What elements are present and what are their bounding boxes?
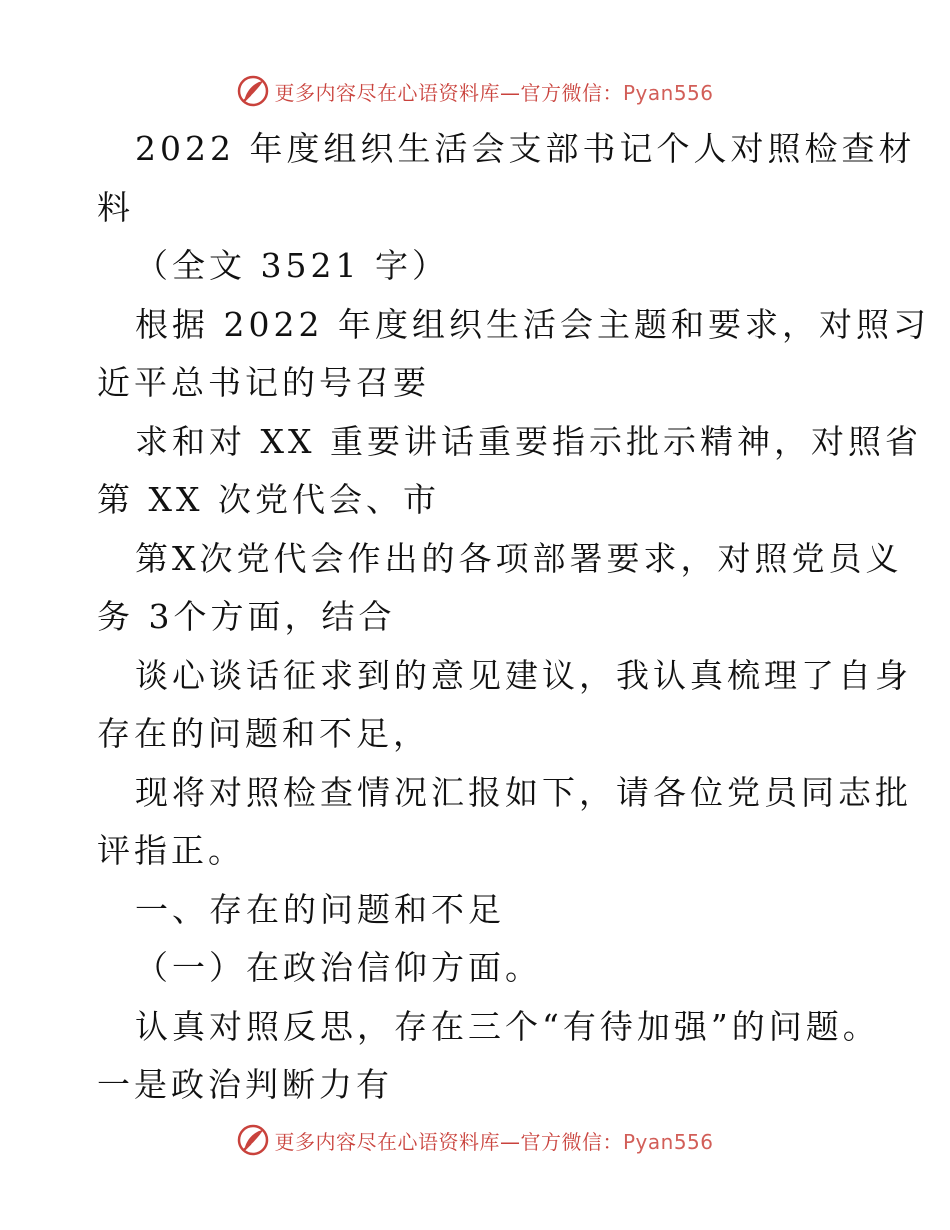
- paragraph-line: 现将对照检查情况汇报如下，请各位党员同志批: [135, 772, 912, 812]
- seal-logo-icon: [236, 74, 270, 108]
- paragraph-line: 求和对 XX 重要讲话重要指示批示精神，对照省: [135, 421, 922, 461]
- watermark-label: 更多内容尽在心语资料库—官方微信：: [274, 1129, 623, 1154]
- paragraph-line: 一是政治判断力有: [97, 1065, 393, 1104]
- title-line-continued: 料: [97, 187, 134, 227]
- section-heading: 一、存在的问题和不足: [135, 889, 505, 929]
- watermark-wechat-id: Pyan556: [622, 80, 714, 105]
- seal-logo-icon: [236, 1123, 270, 1157]
- paragraph-line: 第X次党代会作出的各项部署要求，对照党员义: [135, 538, 903, 578]
- paragraph-line: 务 3个方面，结合: [97, 597, 396, 636]
- paragraph-line: 近平总书记的号召要: [97, 363, 430, 402]
- paragraph-line: 根据 2022 年度组织生活会主题和要求，对照习: [135, 304, 930, 344]
- subsection-heading: （一）在政治信仰方面。: [135, 948, 542, 987]
- watermark-text: [274, 77, 713, 106]
- paragraph-line: 第 XX 次党代会、市: [97, 480, 440, 519]
- paragraph-line: 认真对照反思，存在三个“有待加强”的问题。: [135, 1006, 880, 1046]
- paragraph-line: 存在的问题和不足，: [97, 714, 430, 753]
- watermark-wechat-id: Pyan556: [622, 1129, 714, 1154]
- header-watermark: [0, 71, 950, 111]
- footer-watermark: [0, 1120, 950, 1160]
- document-body: [97, 120, 930, 1115]
- paragraph-line: 评指正。: [97, 831, 245, 870]
- word-count-note: （全文 3521 字）: [135, 246, 449, 285]
- paragraph-line: 谈心谈话征求到的意见建议，我认真梳理了自身: [135, 655, 912, 695]
- watermark-label: 更多内容尽在心语资料库—官方微信：: [274, 80, 623, 105]
- title-line: 2022 年度组织生活会支部书记个人对照检查材: [135, 129, 916, 168]
- watermark-text: [274, 1126, 713, 1155]
